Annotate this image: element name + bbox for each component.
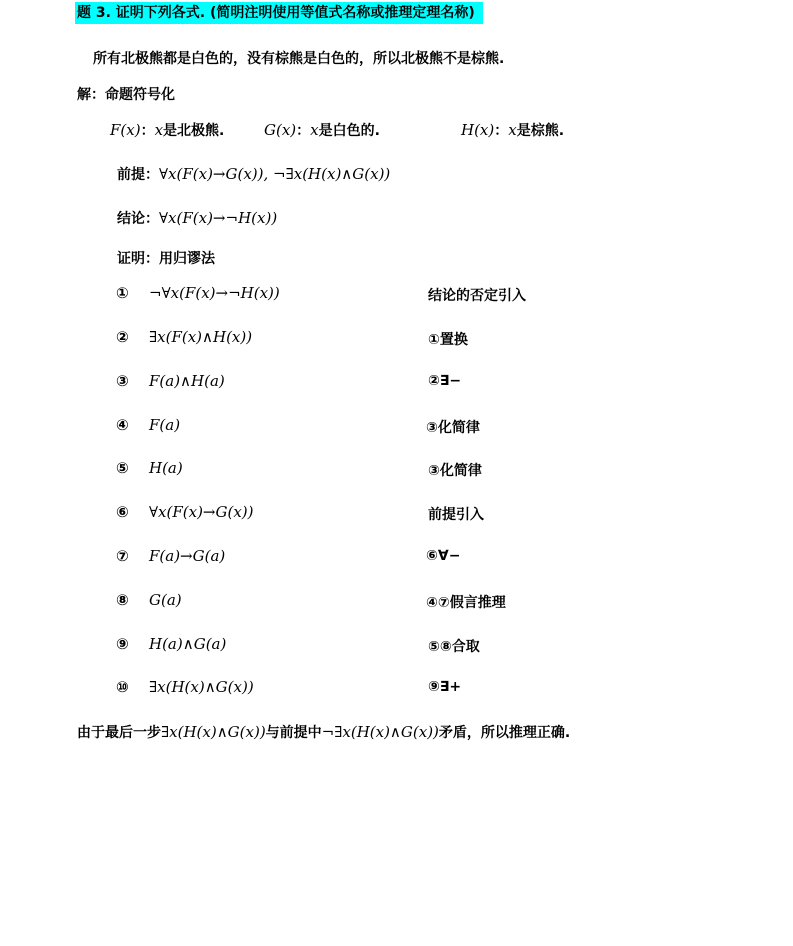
definition-g-sep: ： [296, 123, 311, 139]
conclusion-formula: ∀x(F(x)→¬H(x)) [159, 209, 278, 227]
definition-h [461, 120, 564, 140]
definition-f-text: 是北极熊. [163, 123, 225, 139]
definition-g-text: 是白色的. [318, 123, 380, 139]
step-formula: G(a) [149, 591, 182, 609]
definition-h-var: x [508, 121, 517, 139]
final-formula-1: ∃x(H(x)∧G(x)) [161, 723, 266, 741]
step-number: ⑧ [116, 591, 129, 609]
final-text-1: 由于最后一步 [77, 725, 161, 741]
step-formula: F(a)∧H(a) [149, 372, 225, 390]
step-number: ③ [116, 372, 129, 390]
step-justification: ②∃− [428, 373, 462, 389]
step-justification: ③化简律 [426, 420, 480, 436]
final-text-2: 与前提中 [265, 725, 322, 741]
definition-g [264, 120, 380, 140]
step-number: ② [116, 328, 129, 346]
step-formula: ∃x(F(x)∧H(x)) [149, 328, 253, 346]
definition-h-predicate: H(x) [461, 121, 495, 139]
step-justification: ⑤⑧合取 [428, 639, 480, 655]
step-formula: F(a) [149, 416, 181, 434]
step-justification: ⑥∀− [426, 548, 461, 564]
step-number: ⑩ [116, 678, 129, 696]
step-formula: H(a)∧G(a) [149, 635, 227, 653]
step-justification: ⑨∃+ [428, 679, 462, 695]
final-statement [77, 722, 570, 742]
step-justification: ④⑦假言推理 [426, 595, 506, 611]
step-justification: ①置换 [428, 332, 468, 348]
step-justification: 结论的否定引入 [428, 288, 526, 304]
step-justification: 前提引入 [428, 507, 484, 523]
definition-h-sep: ： [494, 123, 509, 139]
step-formula: F(a)→G(a) [149, 547, 226, 565]
page-title: 题 3. 证明下列各式. (简明注明使用等值式名称或推理定理名称) [75, 2, 483, 24]
solution-label: 解：命题符号化 [77, 87, 175, 103]
step-number: ⑦ [116, 547, 129, 565]
definition-g-var: x [310, 121, 319, 139]
final-formula-2: ¬∃x(H(x)∧G(x)) [321, 723, 439, 741]
step-number: ⑥ [116, 503, 129, 521]
conclusion-label: 结论： [117, 211, 159, 227]
definition-h-text: 是棕熊. [516, 123, 565, 139]
premise-label: 前提： [117, 167, 159, 183]
final-text-3: 矛盾，所以推理正确. [438, 725, 571, 741]
step-number: ④ [116, 416, 129, 434]
definition-f-predicate: F(x) [110, 121, 141, 139]
step-number: ⑨ [116, 635, 129, 653]
premise-formula: ∀x(F(x)→G(x)), ¬∃x(H(x)∧G(x)) [159, 165, 391, 183]
definition-f-sep: ： [140, 123, 155, 139]
definition-g-predicate: G(x) [264, 121, 297, 139]
step-formula: ∀x(F(x)→G(x)) [149, 503, 254, 521]
step-formula: ∃x(H(x)∧G(x)) [149, 678, 254, 696]
step-formula: ¬∀x(F(x)→¬H(x)) [149, 284, 280, 302]
premise-line [117, 164, 390, 184]
conclusion-line [117, 208, 277, 228]
definition-f [110, 120, 224, 140]
step-number: ① [116, 284, 129, 302]
step-justification: ③化简律 [428, 463, 482, 479]
proof-label: 证明：用归谬法 [117, 251, 215, 267]
step-formula: H(a) [149, 459, 183, 477]
problem-statement: 所有北极熊都是白色的，没有棕熊是白色的，所以北极熊不是棕熊. [93, 51, 505, 67]
definition-f-var: x [154, 121, 164, 139]
step-number: ⑤ [116, 459, 129, 477]
